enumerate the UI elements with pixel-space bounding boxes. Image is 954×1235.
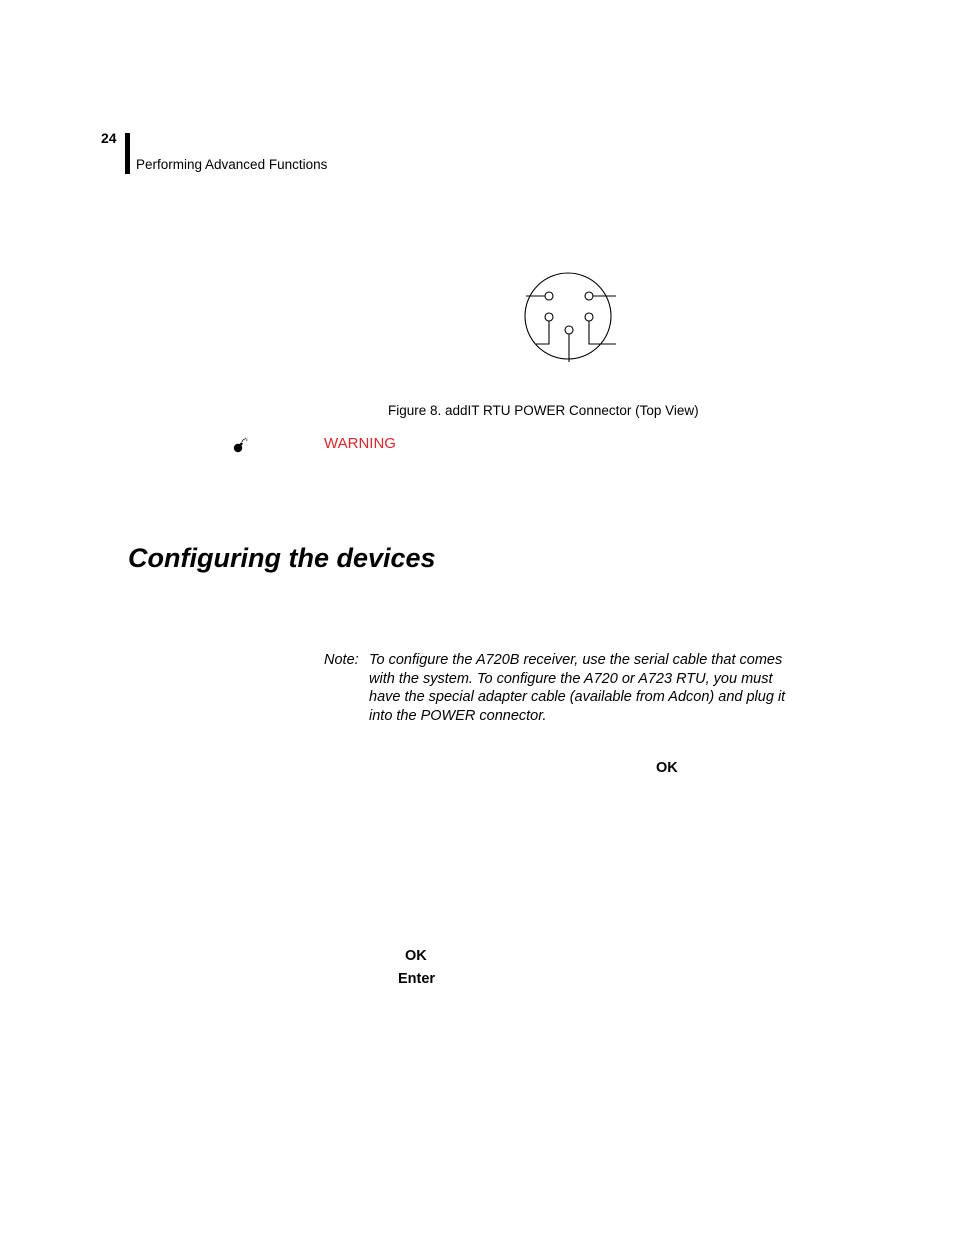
- connector-pinout-diagram: [522, 268, 622, 364]
- pin-leader: [536, 321, 549, 344]
- running-head: Performing Advanced Functions: [136, 157, 328, 172]
- connector-pin: [585, 292, 593, 300]
- warning-label: WARNING: [324, 435, 396, 452]
- bomb-icon: [232, 437, 248, 453]
- note-text: To configure the A720B receiver, use the serial cable that comes with the system. To configure the A720 or A723 RTU, you must have the special adapter cable (available from Adcon) and plug it into the POWER connector.: [369, 652, 786, 725]
- enter-key-label: Enter: [398, 971, 436, 987]
- page-number: 24: [101, 130, 117, 146]
- pin-leader: [589, 321, 616, 344]
- header-rule: [125, 133, 130, 174]
- ok-key-label: OK: [405, 948, 427, 964]
- connector-pin: [565, 326, 573, 334]
- note-block: [324, 651, 794, 726]
- figure-caption: Figure 8. addIT RTU POWER Connector (Top View): [388, 403, 699, 418]
- connector-pin: [585, 313, 593, 321]
- note-label: Note:: [324, 652, 359, 668]
- ok-key-label: OK: [656, 760, 678, 776]
- connector-outline: [525, 273, 611, 359]
- section-heading: Configuring the devices: [128, 543, 436, 573]
- connector-pin: [545, 292, 553, 300]
- connector-pin: [545, 313, 553, 321]
